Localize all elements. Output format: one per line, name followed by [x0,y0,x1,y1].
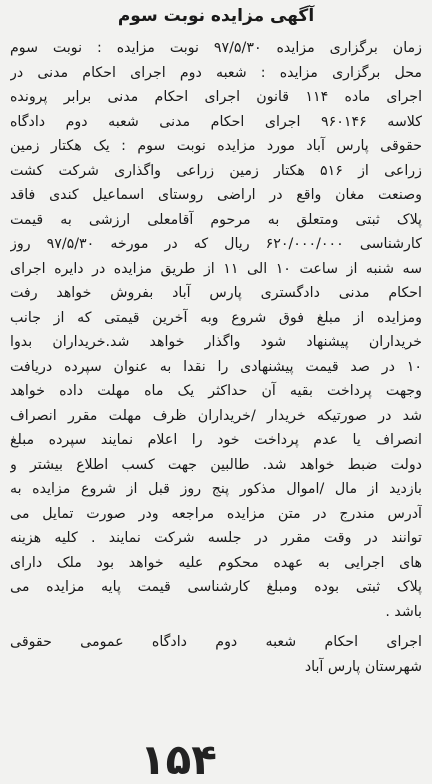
notice-line: ومزایده از مبلغ فوق شروع وبه آخرین قیمتی که از جانب [10,309,422,326]
notice-line: دولت ضبط خواهد شد. طالبین جهت کسب اطلاع بیشتر و [10,456,422,473]
notice-line: باشد . [385,603,422,620]
notice-line: احکام مدنی دادگستری پارس آباد بفروش خواهد رفت [10,285,422,301]
notice-line: توانند در وقت مقرر در جلسه شرکت نمایند . کلیه هزینه [10,530,422,546]
notice-line: محل برگزاری مزایده : شعبه دوم اجرای احکام مدنی در [10,64,422,81]
notice-line: شد در صورتیکه خریدار /خریداران ظرف مهلت مقرر انصراف [10,407,422,424]
notice-line: بازدید از مال /اموال مذکور پنج روز قبل از شروع مزایده به [10,481,422,497]
notice-line: اجرای احکام شعبه دوم دادگاه عمومی حقوقی [10,634,422,650]
notice-line: پلاک ثبتی ومتعلق به مرحوم آقامعلی ارزشی به قیمت [10,211,422,228]
notice-line: حقوقی پارس آباد مورد مزایده نوبت سوم : یک هکتار زمین [10,138,422,154]
notice-line: پلاک ثبتی بوده ومبلغ کارشناسی قیمت پایه مزایده می [10,579,422,595]
notice-line: زمان برگزاری مزایده ۹۷/۵/۳۰ نوبت مزایده : نوبت سوم [10,40,422,56]
notice-signature [10,630,422,679]
notice-line: کلاسه ۹۶۰۱۴۶ اجرای احکام مدنی شعبه دوم دادگاه [10,113,422,130]
notice-line: زراعی از ۵۱۶ هکتار زمین زراعی واگذاری شرکت کشت [10,162,422,179]
notice-line: وصنعت مغان واقع در اراضی روستای اسماعیل کندی فاقد [10,187,422,203]
notice-line: سه شنبه از ساعت ۱۰ الی ۱۱ از طریق مزایده در دایره اجرای [10,260,422,277]
notice-line: آدرس مندرج در متن مزایده مراجعه ودر صورت تمایل می [10,505,422,522]
notice-line: ۱۰ در صد قیمت پیشنهادی را نقدا به عنوان سپرده دریافت [10,358,422,375]
notice-body [10,36,422,624]
notice-line: کارشناسی ۶۲۰/۰۰۰/۰۰۰ ریال که در مورخه ۹۷/۵/۳۰ روز [10,236,422,252]
notice-line: خریداران پیشنهاد شود واگذار خواهد شد.خریداران بدوا [10,334,422,350]
notice-line: اجرای ماده ۱۱۴ قانون اجرای احکام مدنی برابر پرونده [10,89,422,105]
notice-line: شهرستان پارس آباد [304,658,422,675]
reference-number: ۱۵۴ [140,735,217,784]
notice-line: وجهت پرداخت بقیه آن حداکثر یک ماه مهلت داده خواهد [10,383,422,399]
notice-line: های اجرایی به عهده محکوم علیه خواهد بود ملک دارای [10,554,422,571]
notice-line: انصراف یا عدم پرداخت خود را اعلام نمایند سپرده مبلغ [10,432,422,448]
notice-title: آگهی مزایده نوبت سوم [117,6,315,26]
